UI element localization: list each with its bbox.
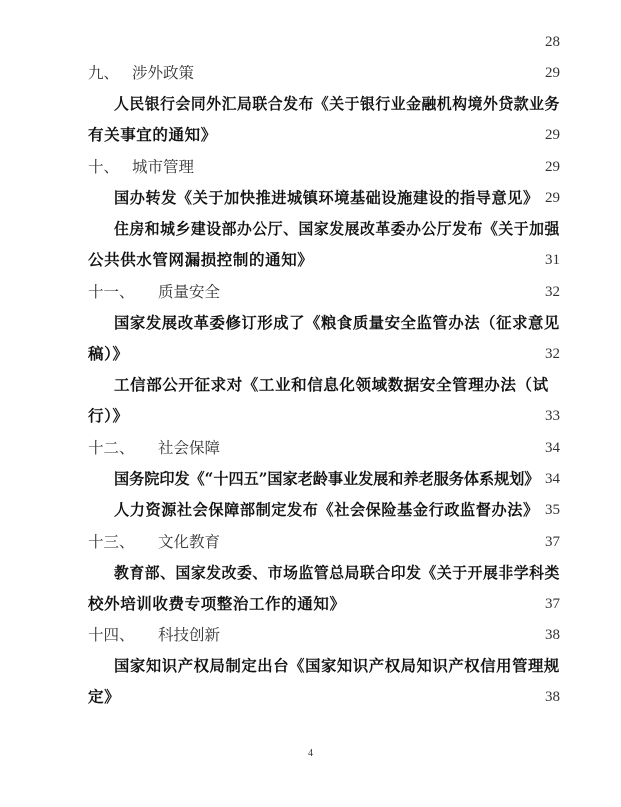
- toc-page-number: 38: [545, 627, 560, 643]
- toc-entry[interactable]: [88, 373, 560, 397]
- toc-entry-text: 教育部、国家发改委、市场监管总局联合印发《关于开展非学科类: [114, 563, 560, 582]
- toc-entry-text: 行）》: [88, 406, 129, 425]
- toc-entry[interactable]: [88, 404, 560, 428]
- toc-entry-text: 有关事宜的通知》: [88, 125, 217, 144]
- toc-entry[interactable]: [88, 654, 560, 678]
- section-name: 科技创新: [158, 626, 221, 644]
- toc-page-number: 33: [545, 408, 560, 424]
- toc-page-number: 29: [545, 159, 560, 175]
- toc-entry-text: 稿）》: [88, 344, 129, 363]
- toc-entry[interactable]: [88, 467, 560, 491]
- toc-entry-text: 人民银行会同外汇局联合发布《关于银行业金融机构境外贷款业务: [114, 94, 560, 113]
- toc-entry[interactable]: [88, 592, 560, 616]
- section-number: 十四、: [88, 626, 135, 644]
- section-number: 十、: [88, 158, 120, 176]
- section-name: 城市管理: [132, 158, 195, 176]
- toc-page-number: 34: [545, 440, 560, 456]
- toc-page-number: 37: [545, 534, 560, 550]
- section-name: 文化教育: [158, 533, 221, 551]
- toc-page-number: 29: [545, 127, 560, 143]
- toc-entry-text: 国务院印发《“十四五”国家老龄事业发展和养老服务体系规划》: [114, 469, 540, 488]
- toc-page-number: 29: [545, 65, 560, 81]
- toc-entry[interactable]: [88, 92, 560, 116]
- toc-section-heading[interactable]: [88, 623, 560, 647]
- toc-section-heading[interactable]: [88, 61, 560, 85]
- toc-page-number: 35: [545, 502, 560, 518]
- toc-page-number: 34: [545, 471, 560, 487]
- toc-entry[interactable]: [88, 311, 560, 335]
- toc-entry[interactable]: [88, 123, 560, 147]
- toc-page-number: 37: [545, 596, 560, 612]
- toc-entry-text: 国办转发《关于加快推进城镇环境基础设施建设的指导意见》: [114, 188, 539, 207]
- toc-entry-text: 定》: [88, 687, 121, 706]
- toc-page-only-line: [88, 30, 560, 54]
- toc-page-number: 32: [545, 346, 560, 362]
- toc-entry[interactable]: [88, 342, 560, 366]
- toc-section-heading[interactable]: [88, 436, 560, 460]
- section-number: 十二、: [88, 439, 135, 457]
- toc-entry[interactable]: [88, 498, 560, 522]
- section-name: 涉外政策: [132, 64, 195, 82]
- section-name: 社会保障: [158, 439, 221, 457]
- toc-entry-text: 校外培训收费专项整治工作的通知》: [88, 594, 346, 613]
- toc-entry[interactable]: [88, 685, 560, 709]
- toc-section-heading[interactable]: [88, 155, 560, 179]
- toc-entry[interactable]: [88, 248, 560, 272]
- toc-page-number: 28: [545, 34, 560, 50]
- section-number: 十三、: [88, 533, 135, 551]
- section-number: 九、: [88, 64, 120, 82]
- toc-section-heading[interactable]: [88, 530, 560, 554]
- toc-entry[interactable]: [88, 217, 560, 241]
- toc-page-number: 32: [545, 284, 560, 300]
- toc-page-number: 29: [545, 190, 560, 206]
- toc-page-number: 31: [545, 252, 560, 268]
- section-number: 十一、: [88, 283, 135, 301]
- toc-entry-text: 工信部公开征求对《工业和信息化领域数据安全管理办法（试: [114, 375, 549, 394]
- page-footer-number: 4: [308, 748, 313, 759]
- toc-page-number: 38: [545, 689, 560, 705]
- toc-entry[interactable]: [88, 561, 560, 585]
- toc-entry-text: 国家知识产权局制定出台《国家知识产权局知识产权信用管理规: [114, 656, 560, 675]
- toc-entry-text: 住房和城乡建设部办公厅、国家发展改革委办公厅发布《关于加强: [114, 219, 560, 238]
- toc-entry-text: 国家发展改革委修订形成了《粮食质量安全监管办法（征求意见: [114, 313, 560, 332]
- section-name: 质量安全: [158, 283, 221, 301]
- toc-entry[interactable]: [88, 186, 560, 210]
- toc-entry-text: 人力资源社会保障部制定发布《社会保险基金行政监督办法》: [114, 500, 539, 519]
- toc-entry-text: 公共供水管网漏损控制的通知》: [88, 250, 314, 269]
- toc-section-heading[interactable]: [88, 280, 560, 304]
